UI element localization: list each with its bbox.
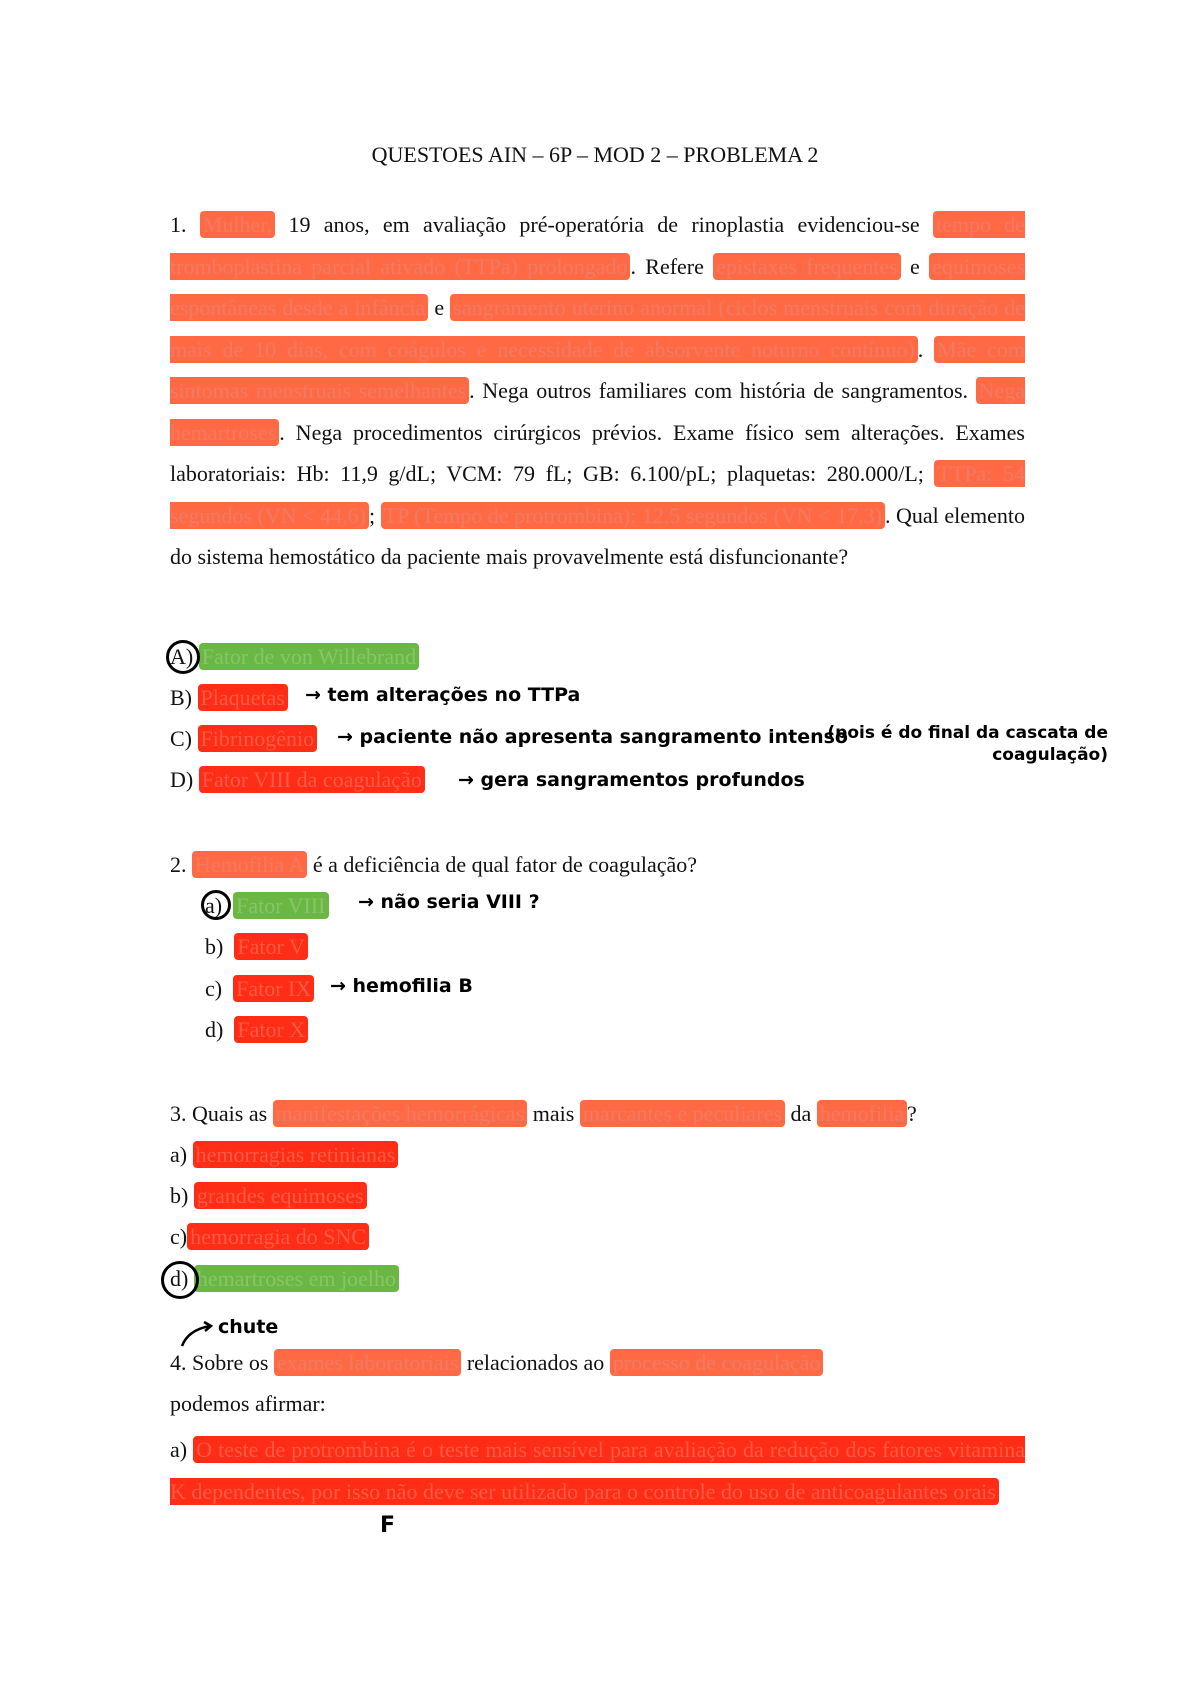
option-c: C) Fibrinogênio [170,726,317,752]
option-a: a) O teste de protrombina é o teste mais sensível para avaliação da redução dos fatores vitamina K dependentes, por isso não deve ser utilizado para o controle do uso de anticoagulantes orais [170,1437,1025,1504]
handwritten-note: → gera sangramentos profundos [458,769,805,791]
option-b: b) Fator V [205,934,308,960]
page-title: QUESTOES AIN – 6P – MOD 2 – PROBLEMA 2 [371,142,819,167]
question-2-stem: 2. Hemofilia A é a deficiência de qual fator de coagulação? [170,852,698,877]
highlight: Mulher, [200,211,275,238]
handwritten-note: chute [218,1316,279,1338]
handwritten-note: → tem alterações no TTPa [305,684,581,706]
option-a: a) hemorragias retinianas [170,1142,398,1168]
option-text: Fator IX [233,975,314,1002]
question-4-stem-continued: podemos afirmar: [170,1391,326,1416]
highlight: equimoses espontâneas desde a infância [170,253,1026,320]
option-b: B) Plaquetas [170,685,288,711]
option-text: hemorragias retinianas [193,1141,399,1168]
handwritten-note: (pois é do final da cascata de coagulação) [827,723,1108,765]
answer-circle [166,640,200,674]
handwritten-note: → não seria VIII ? [358,891,540,913]
question-1-stem: 1. Mulher, 19 anos, em avaliação pré-operatória de rinoplastia evidenciou-se tempo de tromboplastina parcial ativado (TTPa) prolongado . Refere epistaxes frequentes e equimoses espontâneas desde a infância e sangramento uterino anormal (ciclos menstruais com duração de mais de 10 dias, com coágulos e necessidade de absorvente noturno contínuo) . Mãe com sintomas menstruais semelhantes . Nega outros familiares com história de sangramentos. Nega hemartroses . Nega procedimentos cirúrgicos prévios. Exame físico sem alterações. Exames laboratoriais: Hb: 11,9 g/dL; VCM: 79 fL; GB: 6.100/pL; plaquetas: 280.000/L; TTPa: 54 segundos (VN < 44,6) ; TP (Tempo de protrombina): 12,5 segundos (VN < 17,3) . Qual elemento do sistema hemostático da paciente mais provavelmente está disfuncionante? [170,212,1026,569]
option-text: hemartroses em joelho [194,1265,399,1292]
option-b: b) grandes equimoses [170,1183,367,1209]
option-text: Fator X [234,1016,308,1043]
question-4-stem: 4. Sobre os exames laboratoriais relacionados ao processo de coagulação [170,1350,823,1376]
option-d: D) Fator VIII da coagulação [170,767,425,793]
handwritten-note: F [380,1513,396,1538]
answer-circle [201,890,231,920]
option-a: A) Fator de von Willebrand [170,644,419,670]
highlight: Hemofilia A [192,851,307,878]
option-text: Fator VIII [233,892,328,919]
handwritten-note: → paciente não apresenta sangramento intenso [337,726,848,748]
highlight: processo de coagulação [610,1349,824,1376]
highlight: marcantes e peculiares [580,1100,785,1127]
highlight: hemofilia [817,1100,907,1127]
option-text: Fator VIII da coagulação [199,766,425,793]
answer-circle [161,1261,199,1299]
highlight: tempo de tromboplastina parcial ativado (TTPa) prolongado [170,212,1025,279]
option-text: Fator de von Willebrand [199,643,419,670]
question-3-stem: 3. Quais as manifestações hemorrágicas mais marcantes e peculiares da hemofilia ? [170,1101,917,1126]
question-number: 1. [170,212,187,237]
option-text: hemorragia do SNC [187,1223,369,1250]
option-text: Fator V [234,933,307,960]
handwritten-arrow-icon [178,1318,218,1348]
highlight: epistaxes frequentes [713,253,901,280]
option-c: c) hemorragia do SNC [170,1224,369,1250]
highlight: manifestações hemorrágicas [273,1100,528,1127]
option-d: d) Fator X [205,1017,308,1043]
highlight: Nega hemartroses [170,378,1025,445]
option-a: a) Fator VIII [205,893,329,919]
option-text: Fibrinogênio [198,725,318,752]
option-text: Plaquetas [198,684,288,711]
highlight: Mãe com sintomas menstruais semelhantes [170,336,1025,403]
highlight: TTPa: 54 segundos (VN < 44,6) [170,461,1025,528]
highlight: sangramento uterino anormal (ciclos menstruais com duração de mais de 10 dias, com coágulos e necessidade de absorvente noturno contínuo) [170,295,1025,362]
option-d: d) hemartroses em joelho [170,1266,399,1292]
option-text: grandes equimoses [194,1182,367,1209]
option-c: c) Fator IX [205,976,314,1002]
highlight: TP (Tempo de protrombina): 12,5 segundos (VN < 17,3) [381,502,885,529]
option-text: O teste de protrombina é o teste mais sensível para avaliação da redução dos fatores vitamina K dependentes, por isso não deve ser utilizado para o controle do uso de anticoagulantes orais [170,1437,1025,1504]
highlight: exames laboratoriais [274,1349,461,1376]
handwritten-note: → hemofilia B [330,975,473,997]
